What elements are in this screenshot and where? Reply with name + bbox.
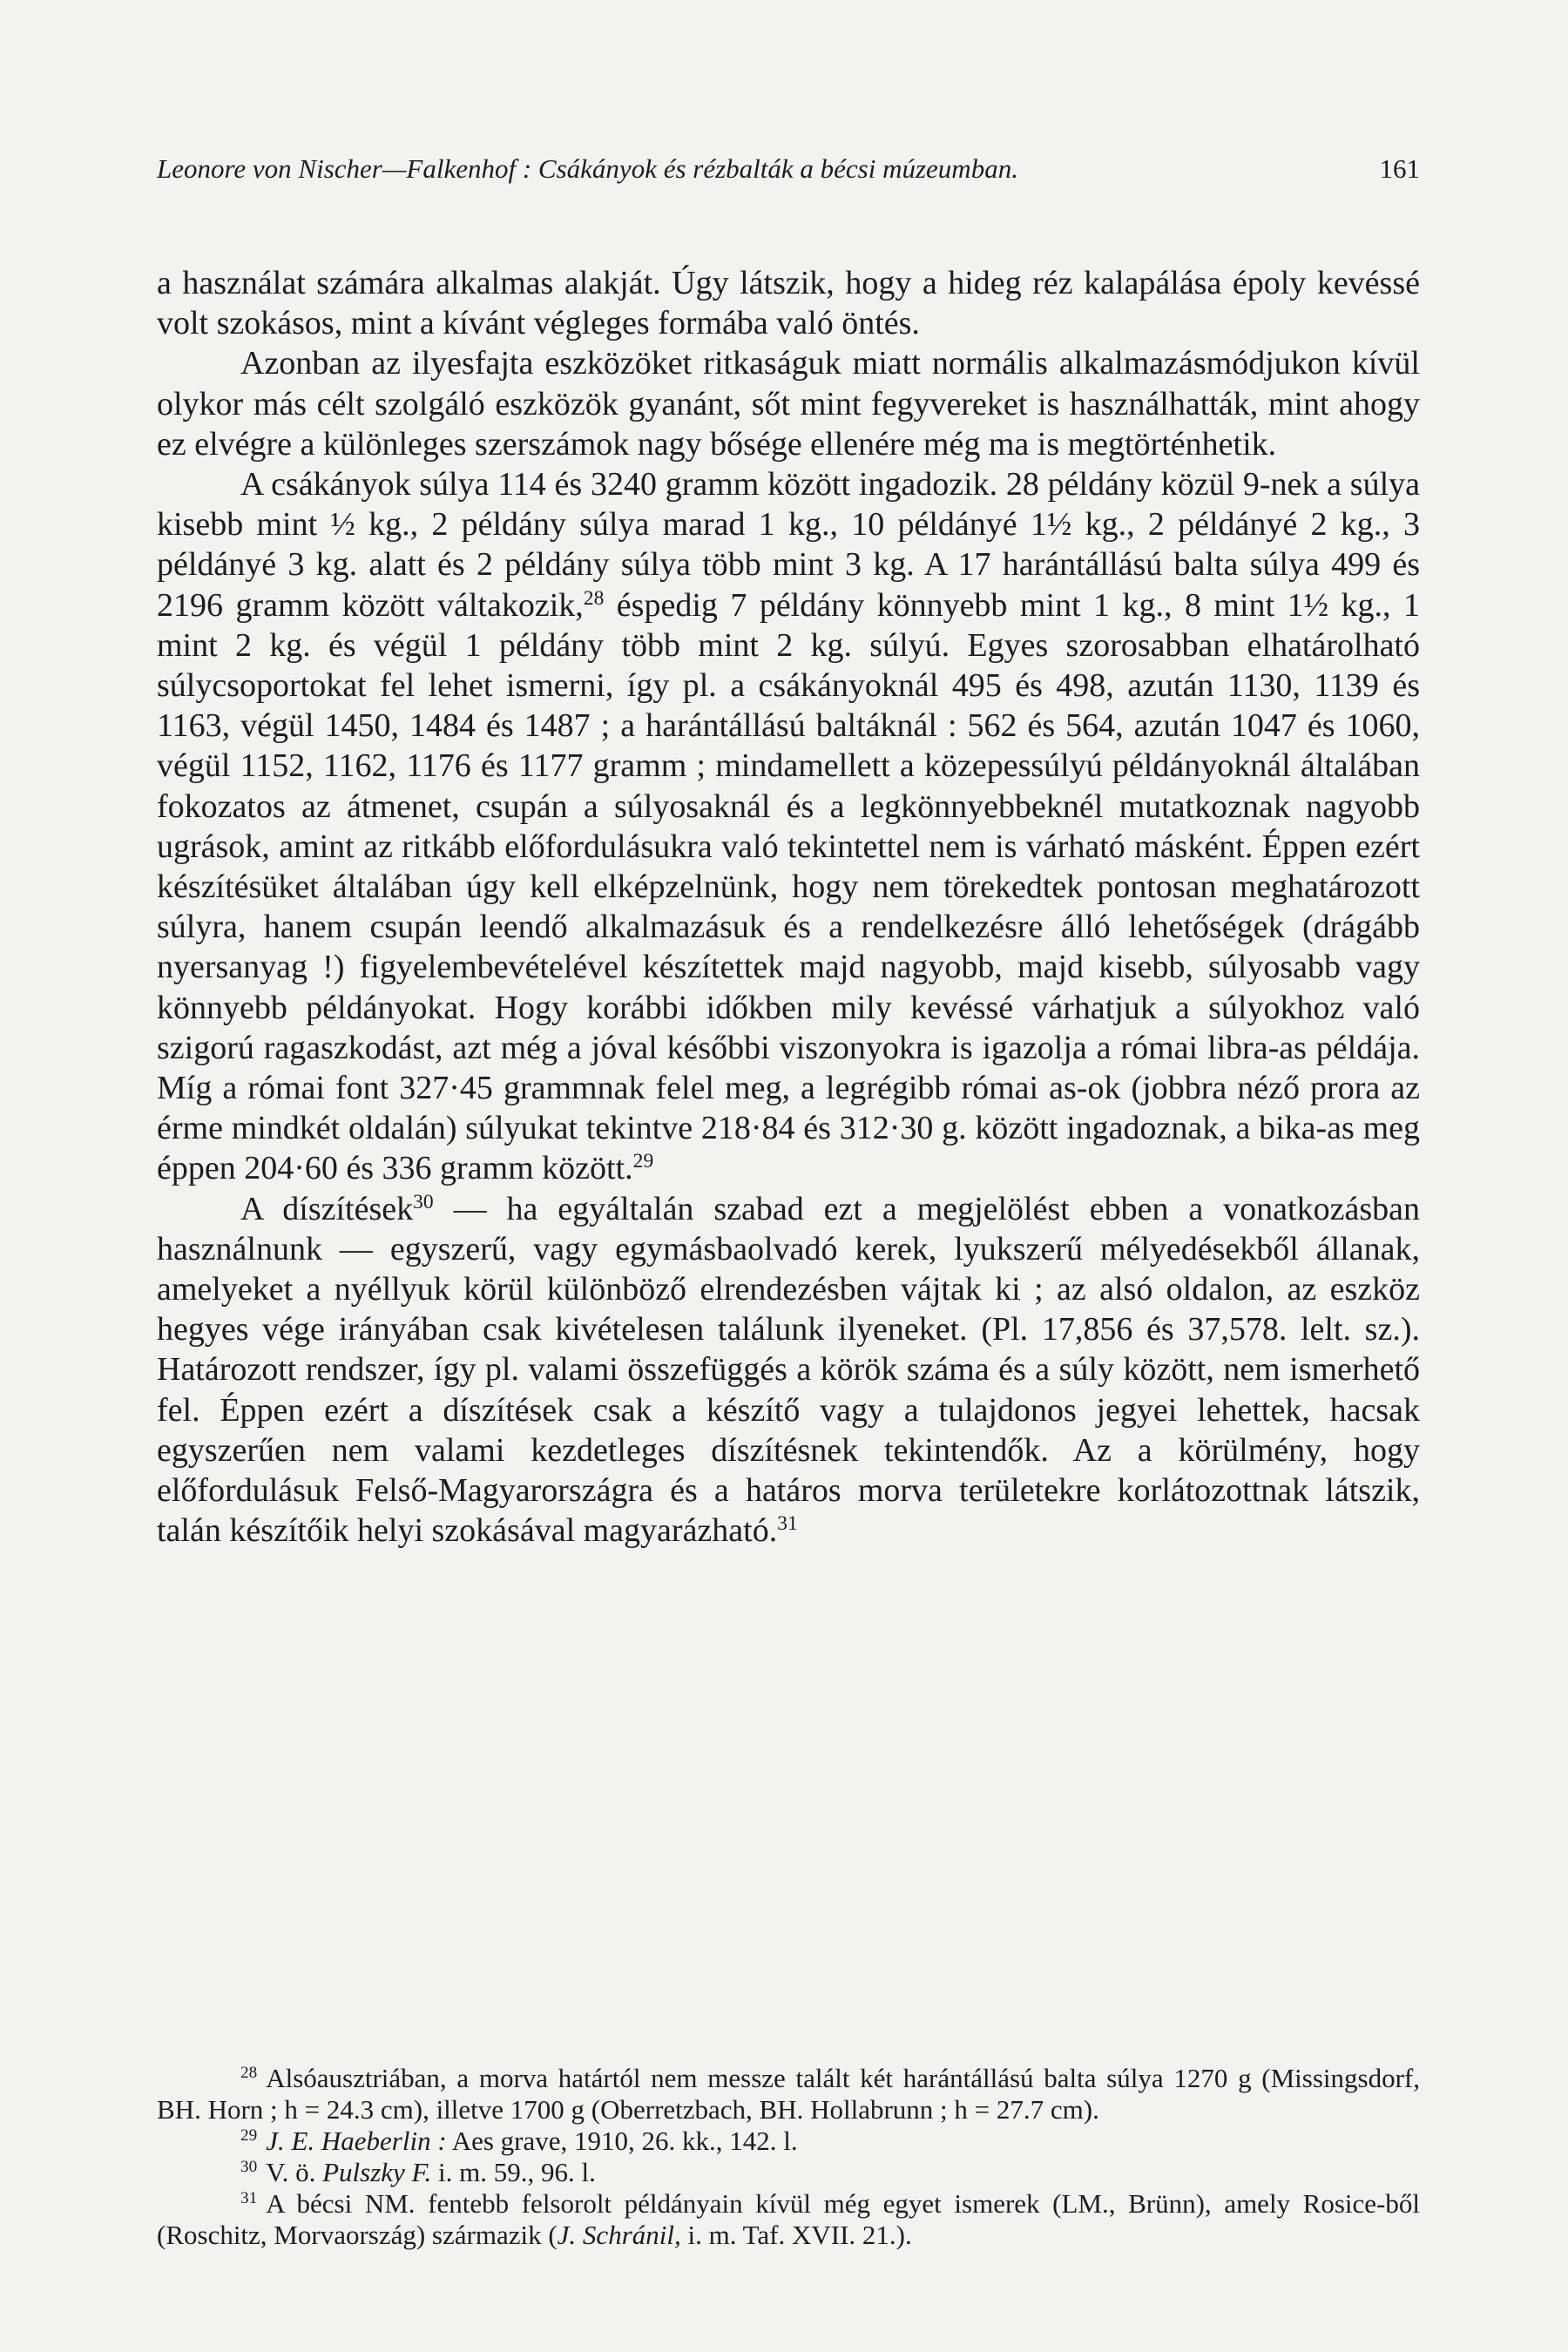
paragraph-text: Azonban az ilyesfajta eszközöket ritkaságuk miatt normális alkalmazásmódjukon kívül olykor más célt szolgáló eszközök gyanánt, sőt mint fegyvereket is használhatták, mint ahogy ez elvégre a különleges szerszámok nagy bősége ellenére még ma is megtörténhetik. xyxy=(157,345,1420,463)
footnote-ref-30[interactable]: 30 xyxy=(413,1190,434,1213)
footnote-text: i. m. Taf. XVII. 21.). xyxy=(680,2220,912,2250)
running-header-title: Leonore von Nischer—Falkenhof : Csákányok és rézbalták a bécsi múzeumban. xyxy=(157,153,1018,184)
footnote-text: Aes grave, 1910, 26. kk., 142. l. xyxy=(446,2126,798,2156)
paragraph-text: A díszítések xyxy=(240,1190,414,1227)
paragraph-text: éspedig 7 példány könnyebb mint 1 kg., 8 mint 1½ kg., 1 mint 2 kg. és végül 1 példány több mint 2 kg. súlyú. Egyes szorosabban elhatárolható súlycsoportokat fel lehet ismerni, így pl. a csákányoknál 495 és 498, azután 1130, 1139 és 1163, végül 1450, 1484 és 1487 ; a harántállású baltáknál : 562 és 564, azután 1047 és 1060, végül 1152, 1162, 1176 és 1177 gramm ; mindamellett a közepessúlyú példányoknál általában fokozatos az átmenet, csupán a súlyosaknál és a legkönnyebbeknél mutatkoznak nagyobb ugrások, amint az ritkább előfordulásukra való tekintettel nem is várható másként. Éppen ezért készítésüket általában úgy kell elképzelnünk, hogy nem törekedtek pontosan meghatározott súlyra, hanem csupán leendő alkalmazásuk és a rendelkezésre álló lehetőségek (drágább nyersanyag !) figyelembevételével készítettek majd nagyobb, majd kisebb, súlyosabb vagy könnyebb példányokat. Hogy korábbi időkben mily kevéssé várhatjuk a súlyokhoz való szigorú ragaszkodást, azt még a jóval későbbi viszonyokra is igazolja a római libra-as példája. Míg a római font 327·45 grammnak felel meg, a legrégibb római as-ok (jobbra néző prora az érme mindkét oldalán) súlyukat tekintve 218·84 és 312·30 g. között ingadoznak, a bika-as meg éppen 204·60 és 336 gramm között. xyxy=(157,586,1420,1187)
footnote-30 xyxy=(157,2157,1420,2188)
footnote-ref-31[interactable]: 31 xyxy=(777,1512,798,1536)
footnote-text: Alsóausztriában, a morva határtól nem messze talált két harántállású balta súlya 1270 g (Missingsdorf, BH. Horn ; h = 24.3 cm), illetve 1700 g (Oberretzbach, BH. Hollabrunn ; h = 27.7 cm). xyxy=(157,2063,1420,2125)
footnote-author: J. Schránil, xyxy=(557,2220,681,2250)
footnote-author: Pulszky F. xyxy=(322,2157,432,2187)
body-text xyxy=(157,263,1420,1551)
footnote-text: i. m. 59., 96. l. xyxy=(431,2157,596,2187)
page-number: 161 xyxy=(1379,153,1420,184)
footnote-text: A bécsi NM. fentebb felsorolt példányain kívül még egyet ismerek (LM., Brünn), amely Rosice-ből (Roschitz, Morvaország) származik ( xyxy=(157,2188,1420,2250)
footnote-28 xyxy=(157,2063,1420,2126)
running-header xyxy=(157,153,1420,185)
paragraph-1 xyxy=(157,263,1420,343)
paragraph-text: A csákányok súlya 114 és 3240 gramm között ingadozik. 28 példány közül 9-nek a súlya kisebb mint ½ kg., 2 példány súlya marad 1 kg., 10 példányé 1½ kg., 2 példányé 2 kg., 3 példányé 3 kg. alatt és 2 példány súlya több mint 3 kg. A 17 harántállású balta súlya 499 és 2196 gramm között váltakozik, xyxy=(157,466,1420,624)
footnote-number: 31 xyxy=(240,2189,258,2208)
footnote-ref-29[interactable]: 29 xyxy=(632,1150,654,1173)
footnote-number: 29 xyxy=(240,2126,258,2146)
paragraph-text: — ha egyáltalán szabad ezt a megjelölést ebben a vonatkozásban használnunk — egyszerű, vagy egymásbaolvadó kerek, lyukszerű mélyedésekből állanak, amelyeket a nyéllyuk körül különböző elrendezésben vájtak ki ; az alsó oldalon, az eszköz hegyes vége irányában csak kivételesen találunk ilyeneket. (Pl. 17,856 és 37,578. lelt. sz.). Határozott rendszer, így pl. valami összefüggés a körök száma és a súly között, nem ismerhető fel. Éppen ezért a díszítések csak a készítő vagy a tulajdonos jegyei lehettek, hacsak egyszerűen nem valami kezdetleges díszítésnek tekintendők. Az a körülmény, hogy előfordulásuk Felső-Magyarországra és a határos morva területekre korlátozottnak látszik, talán készítőik helyi szokásával magyarázható. xyxy=(157,1190,1420,1550)
footnote-29 xyxy=(157,2126,1420,2157)
paragraph-4 xyxy=(157,1189,1420,1551)
footnote-number: 30 xyxy=(240,2158,258,2177)
footnotes xyxy=(157,2063,1420,2251)
footnote-prefix: V. ö. xyxy=(266,2157,323,2187)
footnote-31 xyxy=(157,2188,1420,2251)
footnote-number: 28 xyxy=(240,2064,258,2083)
footnote-ref-28[interactable]: 28 xyxy=(583,586,605,610)
paragraph-text: a használat számára alkalmas alakját. Úgy látszik, hogy a hideg réz kalapálása époly kevéssé volt szokásos, mint a kívánt végleges formába való öntés. xyxy=(157,265,1420,342)
paragraph-2 xyxy=(157,343,1420,464)
paragraph-3 xyxy=(157,464,1420,1189)
footnote-author: J. E. Haeberlin : xyxy=(266,2126,447,2156)
